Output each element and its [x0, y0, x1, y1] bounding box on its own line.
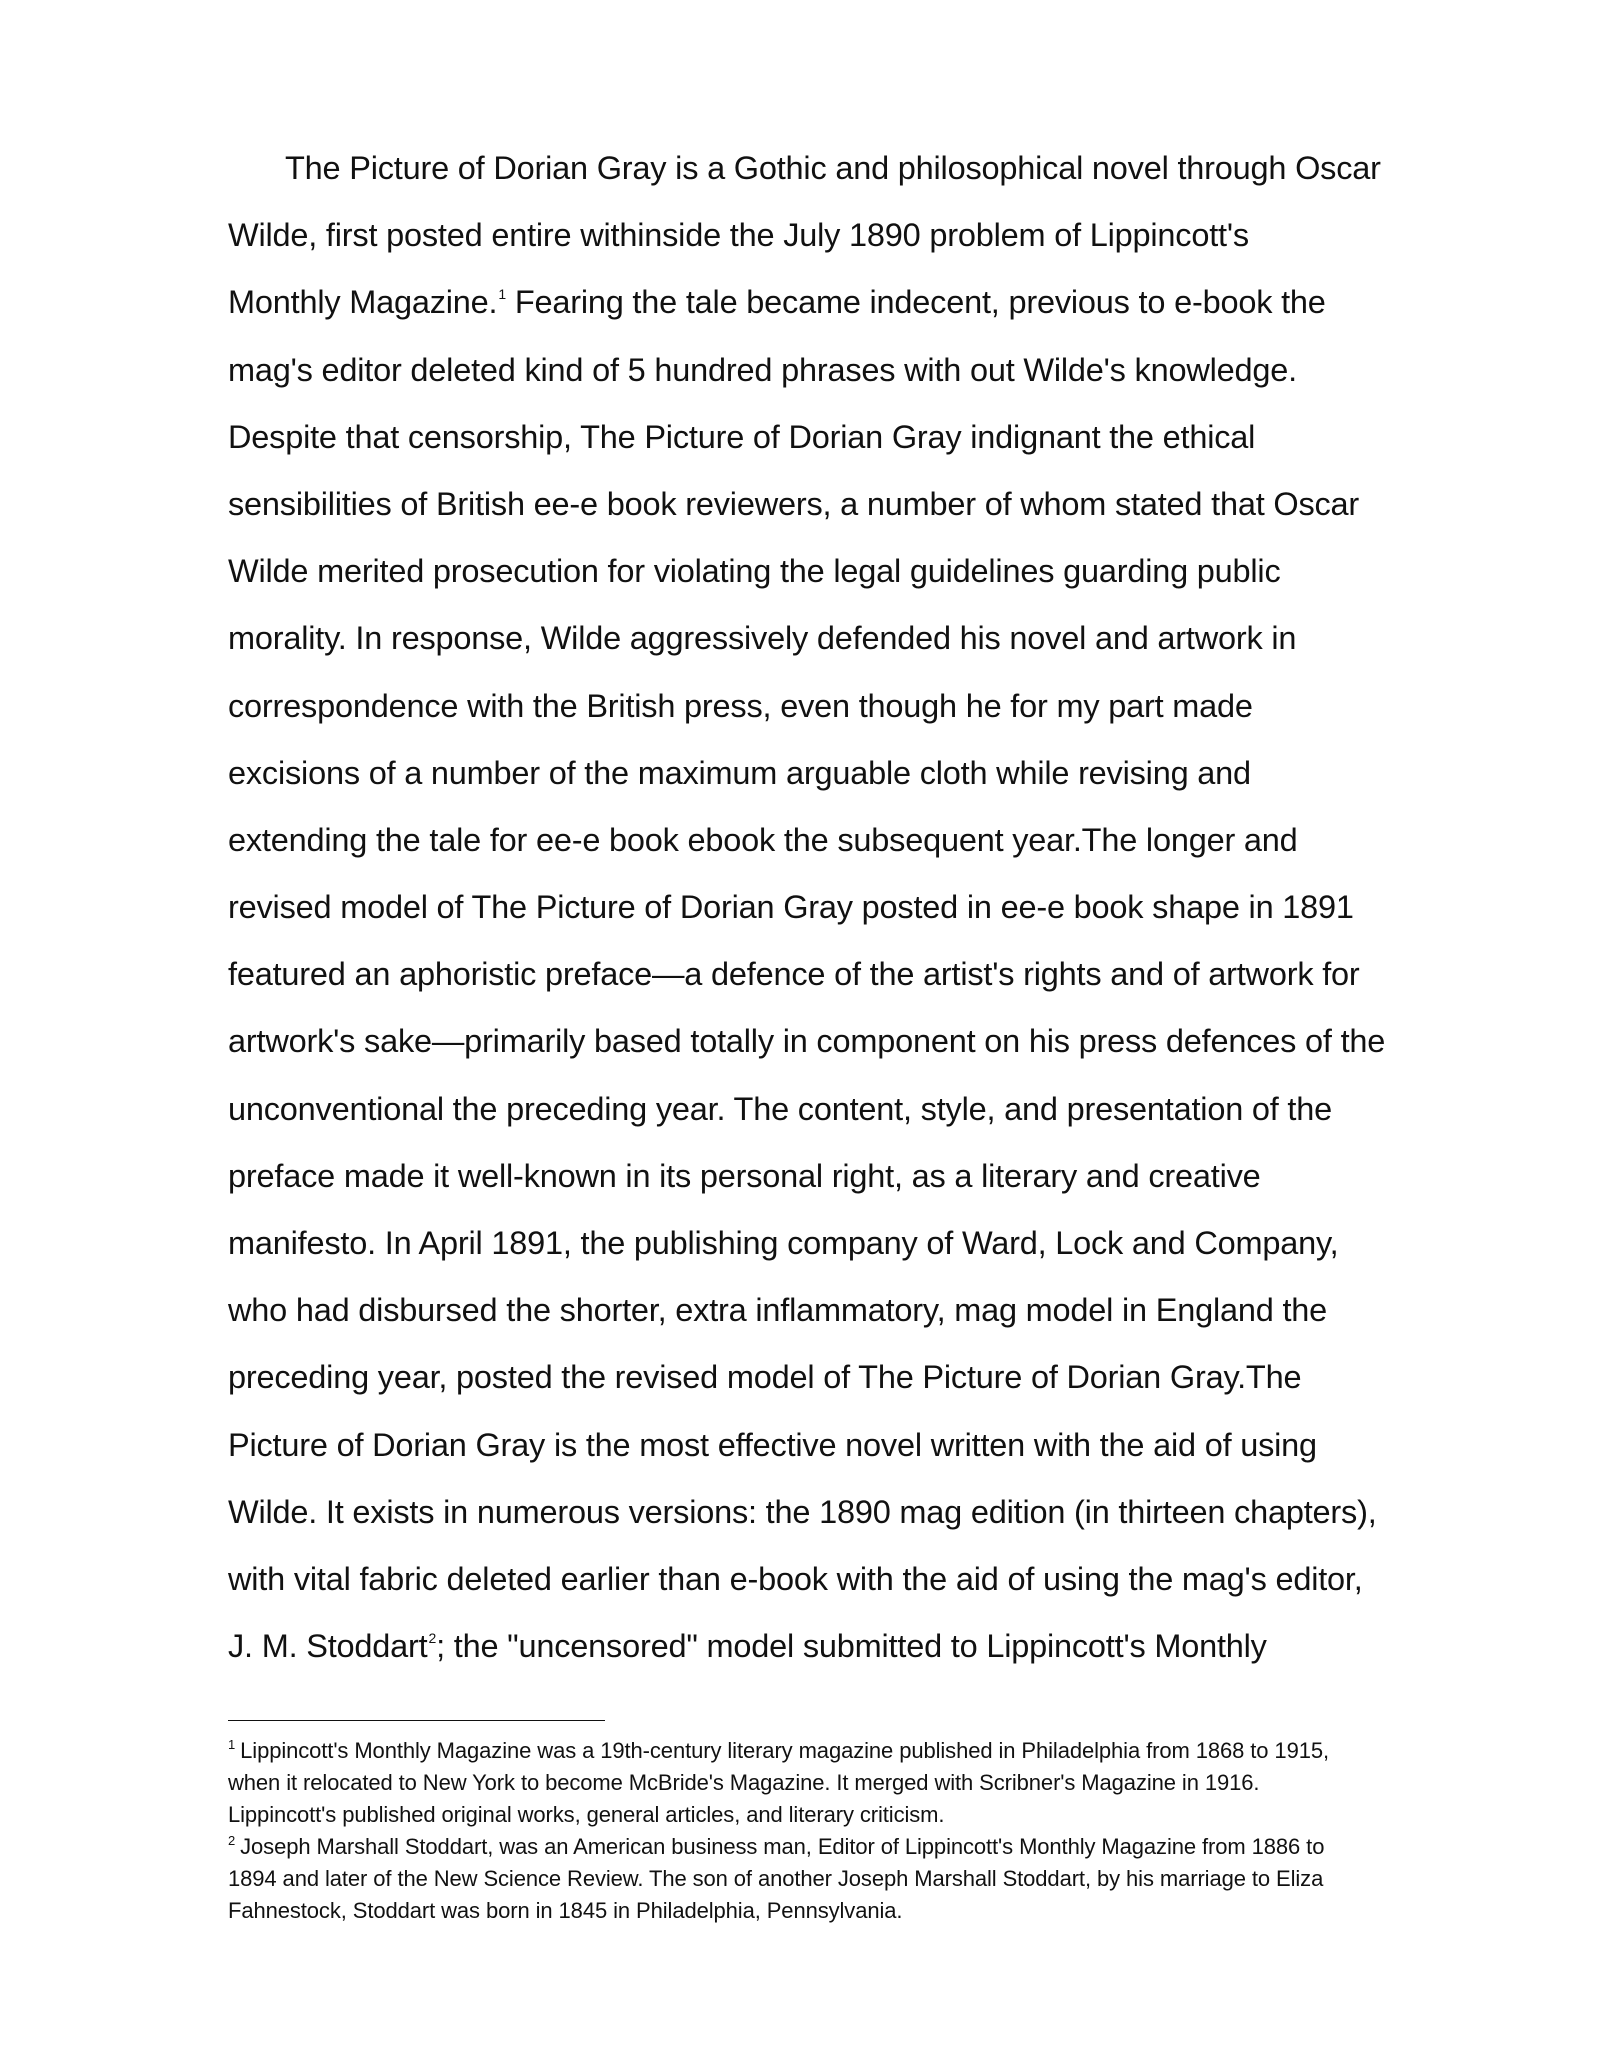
body-line-with-footnote-ref — [228, 276, 1460, 343]
footnote-reference[interactable]: 2 — [428, 1630, 437, 1647]
body-line: with vital fabric deleted earlier than e-book with the aid of using the mag's editor, — [228, 1560, 1363, 1597]
body-text-run: J. M. Stoddart — [228, 1628, 428, 1665]
body-line: Wilde merited prosecution for violating the legal guidelines guarding public — [228, 553, 1281, 590]
footnote-text: Lippincott's Monthly Magazine was a 19th-century literary magazine published in Philadelphia from 1868 to 1915, — [240, 1738, 1329, 1763]
footnote-text: Fahnestock, Stoddart was born in 1845 in Philadelphia, Pennsylvania. — [228, 1898, 903, 1923]
body-line-with-footnote-ref — [228, 1620, 1460, 1687]
body-line: manifesto. In April 1891, the publishing company of Ward, Lock and Company, — [228, 1225, 1339, 1261]
body-line: The Picture of Dorian Gray is a Gothic and philosophical novel through Oscar — [285, 150, 1381, 186]
footnotes — [228, 1735, 1468, 1927]
footnote-text: 1894 and later of the New Science Review. The son of another Joseph Marshall Stoddart, by his marriage to Eliza — [228, 1866, 1324, 1891]
body-line: featured an aphoristic preface—a defence of the artist's rights and of artwork for — [228, 956, 1360, 993]
footnote-number: 1 — [228, 1737, 236, 1752]
body-line: mag's editor deleted kind of 5 hundred phrases with out Wilde's knowledge. — [228, 351, 1297, 388]
footnote-reference[interactable]: 1 — [498, 286, 506, 303]
footnote-text: Joseph Marshall Stoddart, was an American business man, Editor of Lippincott's Monthly Magazine from 1886 to — [240, 1834, 1325, 1859]
body-line: revised model of The Picture of Dorian Gray posted in ee-e book shape in 1891 — [228, 889, 1354, 926]
body-line: extending the tale for ee-e book ebook the subsequent year.The longer and — [228, 821, 1298, 858]
body-text-run: ; the "uncensored" model submitted to Lippincott's Monthly — [436, 1628, 1267, 1665]
body-line: sensibilities of British ee-e book reviewers, a number of whom stated that Oscar — [228, 485, 1360, 522]
body-line: Wilde. It exists in numerous versions: the 1890 mag edition (in thirteen chapters), — [228, 1493, 1377, 1530]
body-line: who had disbursed the shorter, extra inflammatory, mag model in England the — [228, 1292, 1328, 1329]
body-paragraph — [228, 142, 1460, 1687]
footnote-text: when it relocated to New York to become McBride's Magazine. It merged with Scribner's Magazine in 1916. — [228, 1770, 1260, 1795]
body-text-run: Monthly Magazine. — [228, 284, 498, 321]
body-line: Picture of Dorian Gray is the most effective novel written with the aid of using — [228, 1426, 1317, 1463]
footnote-number: 2 — [228, 1833, 236, 1848]
footnote-separator — [228, 1720, 605, 1721]
body-line: preceding year, posted the revised model of The Picture of Dorian Gray.The — [228, 1359, 1302, 1396]
body-line: Despite that censorship, The Picture of Dorian Gray indignant the ethical — [228, 418, 1256, 455]
body-line: preface made it well-known in its personal right, as a literary and creative — [228, 1157, 1261, 1194]
body-line: artwork's sake—primarily based totally in component on his press defences of the — [228, 1023, 1386, 1060]
body-line: Wilde, first posted entire withinside the July 1890 problem of Lippincott's — [228, 217, 1249, 254]
body-line: unconventional the preceding year. The content, style, and presentation of the — [228, 1090, 1333, 1127]
footnote-text: Lippincott's published original works, general articles, and literary criticism. — [228, 1802, 945, 1827]
body-line: morality. In response, Wilde aggressively defended his novel and artwork in — [228, 620, 1297, 657]
body-line: excisions of a number of the maximum arguable cloth while revising and — [228, 754, 1251, 791]
body-text-run: Fearing the tale became indecent, previous to e-book the — [514, 284, 1326, 321]
footnote-2 — [228, 1831, 1468, 1863]
footnote-1 — [228, 1735, 1468, 1767]
body-line: correspondence with the British press, even though he for my part made — [228, 687, 1253, 724]
